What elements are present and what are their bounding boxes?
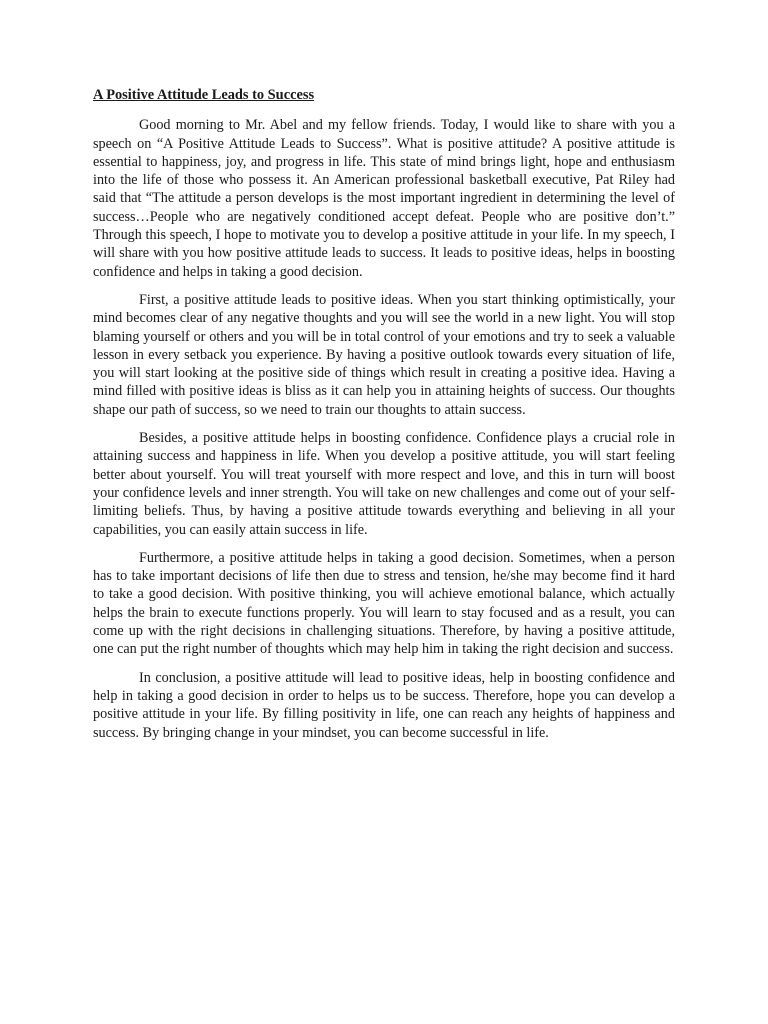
- paragraph-conclusion: In conclusion, a positive attitude will lead to positive ideas, help in boosting confidence and help in taking a good decision in order to helps us to be success. Therefore, hope you can develop a positive attitude in your life. By filling positivity in life, one can reach any heights of happiness and success. By bringing change in your mindset, you can become successful in life.: [93, 669, 675, 741]
- paragraph-introduction: Good morning to Mr. Abel and my fellow friends. Today, I would like to share with you a speech on “A Positive Attitude Leads to Success”. What is positive attitude? A positive attitude is essential to happiness, joy, and progress in life. This state of mind brings light, hope and enthusiasm into the life of those who possess it. An American professional basketball executive, Pat Riley had said that “The attitude a person develops is the most important ingredient in determining the level of success…People who are negatively conditioned accept defeat. People who are positive don’t.” Through this speech, I hope to motivate you to develop a positive attitude in your life. In my speech, I will share with you how positive attitude leads to success. It leads to positive ideas, helps in boosting confidence and helps in taking a good decision.: [93, 117, 675, 280]
- paragraph-positive-ideas: First, a positive attitude leads to positive ideas. When you start thinking optimistically, your mind becomes clear of any negative thoughts and you will see the world in a new light. You will stop blaming yourself or others and you will be in total control of your emotions and try to seek a valuable lesson in every setback you experience. By having a positive outlook towards every situation of life, you will start looking at the positive side of things which result in creating a positive idea. Having a mind filled with positive ideas is bliss as it can help you in attaining heights of success. Our thoughts shape our path of success, so we need to train our thoughts to attain success.: [93, 291, 675, 418]
- paragraph-confidence: Besides, a positive attitude helps in boosting confidence. Confidence plays a crucial role in attaining success and happiness in life. When you develop a positive attitude, you will start feeling better about yourself. You will treat yourself with more respect and love, and this in turn will boost your confidence levels and inner strength. You will take on new challenges and come out of your self-limiting beliefs. Thus, by having a positive attitude towards everything and believing in all your capabilities, you can easily attain success in life.: [93, 430, 675, 538]
- paragraph-good-decision: Furthermore, a positive attitude helps in taking a good decision. Sometimes, when a person has to take important decisions of life then due to stress and tension, he/she may become find it hard to take a good decision. With positive thinking, you will achieve emotional balance, which actually helps the brain to execute functions properly. You will learn to stay focused and as a result, you can come up with the right decisions in challenging situations. Therefore, by having a positive attitude, one can put the right number of thoughts which may help him in taking the right decision and success.: [93, 549, 675, 658]
- document-title: A Positive Attitude Leads to Success: [93, 87, 315, 103]
- document-page: [93, 86, 675, 752]
